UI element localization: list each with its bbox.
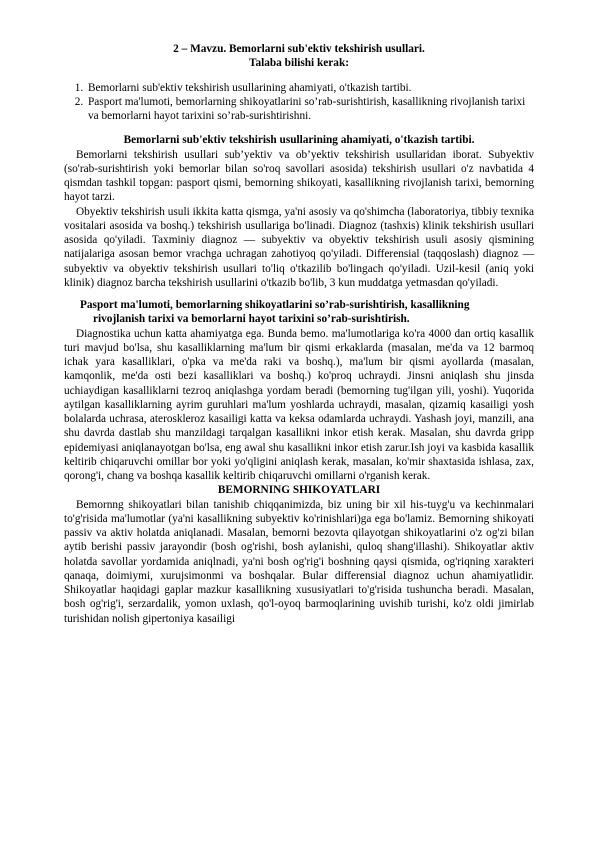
section-heading-line: rivojlanish tarixi va bemorlarni hayot tarixini so’rab-surishtirish. xyxy=(93,313,410,326)
goal-item: 2. Pasport ma'lumoti, bemorlarning shikoyatlarini so’rab-surishtirish, kasallikning rivojlanish tarixi va bemorlarni hayot tarixini so’rab-surishtirishni. xyxy=(86,95,534,124)
page-title: 2 – Mavzu. Bemorlarni sub'ektiv tekshirish usullari. xyxy=(173,43,425,55)
section-heading-line: Pasport ma'lumoti, bemorlarning shikoyatlarini so’rab-surishtirish, kasallikning xyxy=(80,299,470,311)
paragraph: Diagnostika uchun katta ahamiyatga ega. Bunda bemo. ma'lumotlariga ko'ra 4000 dan ortiq kasallik turi mavjud bo'lsa, shu kasalliklarning ma'lum bir qismi erkaklarda (masalan, me'da va 12 barmoq ichak yara kasalliklari, o'pka va me'da raki va boshq.), ma'lum bir qismi ayollarda (masalan, kamqonlik, me'da osti bezi kasalliklari va boshq.) ko'proq uchraydi. Jinsni aniqlash shu jinsda uchiaydigan kasalliklarni tezroq aniqlashga yordam beradi (bemorning tug'ilgan yili, yoshi). Yuqorida aytilgan kasalliklarning ayrim guruhlari ma'lum yoshlarda uchraydi, masalan, qizamiq kasailigi yosh bolalarda uchrasa, ateroskleroz kasailigi katta va keksa odamlarda uchraydi. Yashash joyi, manzili, ana shu davrda dastlab shu manzildagi tarqalgan kasallikni inkor etish kerak. Masalan, shu davrda gripp epidemiyasi aniqlanayotgan bo'lsa, eng awal shu kasallikni inkor etish zarur.Ish joyi va kasbida kasallik keltirib chiqaruvchi omillar bor yoki yo'qligini aniqlash kerak, masalan, ko'mir shaxtasida ishlasa, zax, qorong'i, chang va boshqa kasallik keltirib chiqaruvchi omillarni o'rganish kerak. xyxy=(64,327,534,482)
paragraph: Bemorlarni tekshirish usullari sub’yektiv va ob’yektiv tekshirish usullaridan iborat. Subyektiv (so'rab-surishtirish yoki bemorlar bilan so'roq savollari asosida) tekshirish usullari o'z navbatida 4 qismdan tashkil topgan: pasport qismi, bemorning shikoyati, kasallikning rivojlanish tarixi, bemorning hayot tarzi. xyxy=(64,148,534,204)
page-subtitle: Talaba bilishi kerak: xyxy=(248,57,350,70)
section-heading-complaints: BEMORNING SHIKOYATLARI xyxy=(217,484,381,497)
learning-goals-list xyxy=(64,81,534,124)
paragraph: Bemornng shikoyatlari bilan tanishib chiqqanimizda, biz uning bir xil his-tuyg'u va kechinmalari to'g'risida ma'lumotlar (ya'ni kasallikning subyektiv ko'rinishlari)ga ega bo'lamiz. Bemorning shikoyati passiv va aktiv holatda aniqlanadi. Masalan, bemorni bezovta qilayotgan shikoyatlarini o'z og'zi bilan aytib berishi passiv jarayondir (bosh og'rishi, bosh aylanishi, quloq shang'illashi). Shikoyatlar aktiv holatda savollar yordamida aniqlnadi, ya'ni bosh og'rig'i boshning qaysi qismida, og'riqning xarakteri qanaqa, doimiymi, xurujsimonmi va boshqalar. Bular differensial diagnoz uchun ahamiyatlidir. Shikoyatlar haqidagi gaplar mazkur kasallikning xususiyatlari to'g'risida tushuncha beradi. Masalan, bosh og'rig'i, serzardalik, yomon uxlash, qo'l-oyoq barmoqlarining uvishib turishi, ko'z oldi jimirlab turishidan nolish gipertoniya kasailigi xyxy=(64,498,534,625)
paragraph: Obyektiv tekshirish usuli ikkita katta qismga, ya'ni asosiy va qo'shimcha (laboratoriya, tibbiy texnika vositalari asosida va boshq.) tekshirish usullariga bo'linadi. Diagnoz (tashxis) klinik tekshirish usullari asosida qo'yiladi. Taxminiy diagnoz — subyektiv va obyektiv tekshirish usuli asosiy qismining natijalariga asosan bemor vrachga uchragan zahotiyoq qo'yiladi. Differensial (taqqoslash) diagnoz — subyektiv va obyektiv tekshirish usullari to'liq o'tkazilib bo'lingach qo'yiladi. Uzil-kesil (aniq yoki klinik) diagnoz barcha tekshirish usullarini o'tkazib bo'lib, 3 kun muddatga yetmasdan qo'yiladi. xyxy=(64,205,534,289)
goal-item: 1. Bemorlarni sub'ektiv tekshirish usullarining ahamiyati, o'tkazish tartibi. xyxy=(86,81,534,95)
document-page xyxy=(64,42,534,626)
section-heading-passport xyxy=(64,298,534,327)
section-heading-importance: Bemorlarni sub'ektiv tekshirish usullarining ahamiyati, o'tkazish tartibi. xyxy=(123,134,475,147)
